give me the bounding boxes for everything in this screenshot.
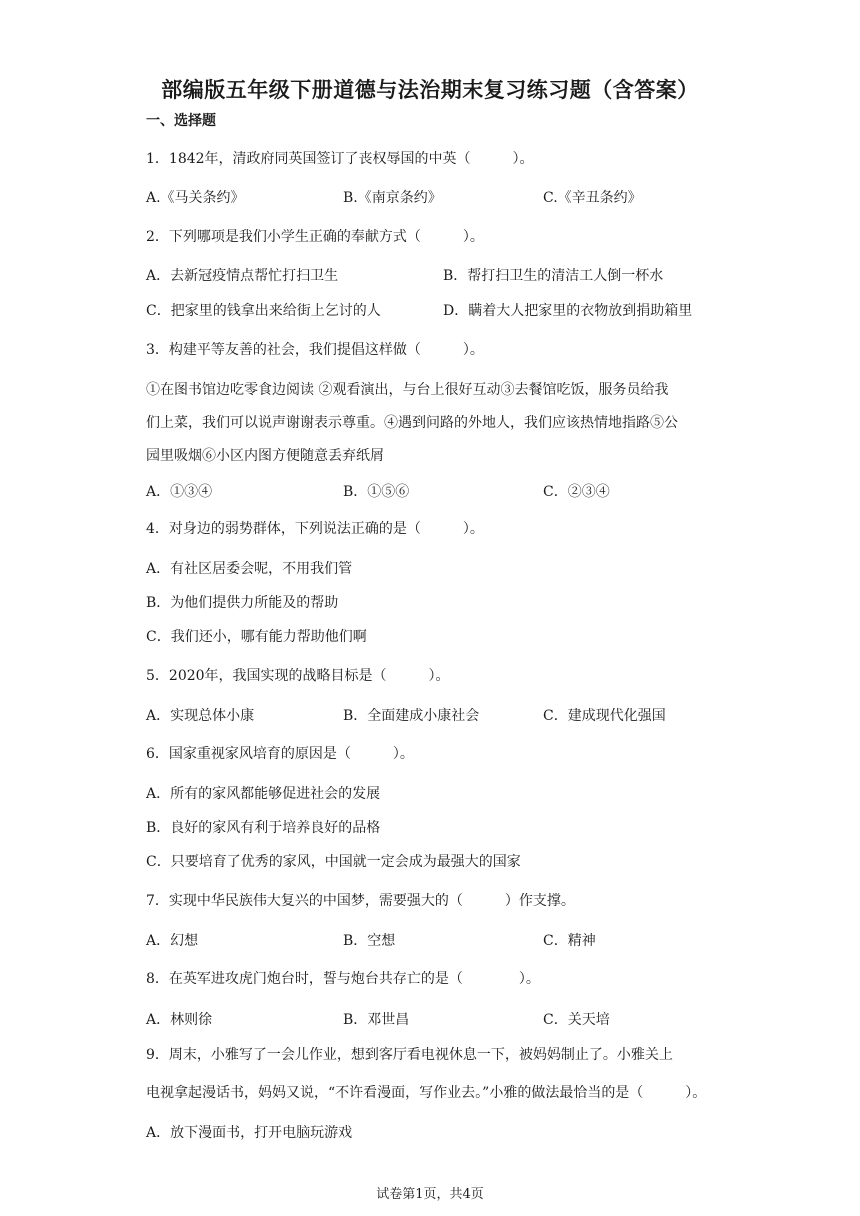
question-6-stem: 6．国家重视家风培育的原因是（ ）。	[146, 746, 414, 762]
question-6-option-c: C．只要培育了优秀的家风，中国就一定会成为最强大的国家	[146, 854, 521, 870]
question-1-stem: 1．1842年，清政府同英国签订了丧权辱国的中英（ ）。	[146, 151, 534, 167]
question-1-option-b: B.《南京条约》	[343, 190, 442, 206]
question-9-stem-line: 电视拿起漫话书，妈妈又说，“不许看漫面，写作业去。”小雅的做法最恰当的是（ ）。	[146, 1085, 707, 1101]
question-5-option-a: A．实现总体小康	[146, 708, 255, 724]
page-title: 部编版五年级下册道德与法治期末复习练习题（含答案）	[161, 78, 699, 102]
question-4-option-c: C．我们还小，哪有能力帮助他们啊	[146, 629, 367, 645]
question-3-statement-line: ①在图书馆边吃零食边阅读 ②观看演出，与台上很好互动③去餐馆吃饭，服务员给我	[146, 382, 669, 398]
question-3-statement-line: 们上菜，我们可以说声谢谢表示尊重。④遇到问路的外地人，我们应该热情地指路⑤公	[146, 415, 678, 431]
question-6-option-b: B．良好的家风有利于培养良好的品格	[146, 820, 381, 836]
question-4-option-b: B．为他们提供力所能及的帮助	[146, 595, 339, 611]
question-3-option-b: B．①⑤⑥	[343, 484, 410, 500]
question-1-option-c: C.《辛丑条约》	[543, 190, 642, 206]
question-4-option-a: A．有社区居委会呢，不用我们管	[146, 561, 353, 577]
question-3-stem: 3．构建平等友善的社会，我们提倡这样做（ ）。	[146, 342, 484, 358]
question-7-option-b: B．空想	[343, 933, 396, 949]
question-2-option-c: C．把家里的钱拿出来给街上乞讨的人	[146, 303, 381, 319]
question-6-option-a: A．所有的家风都能够促进社会的发展	[146, 786, 381, 802]
question-7-stem: 7．实现中华民族伟大复兴的中国梦，需要强大的（ ）作支撑。	[146, 893, 575, 909]
question-7-option-c: C．精神	[543, 933, 596, 949]
question-3-option-a: A．①③④	[146, 484, 213, 500]
question-5-option-c: C．建成现代化强国	[543, 708, 666, 724]
question-1-option-a: A.《马关条约》	[146, 190, 245, 206]
question-2-option-a: A．去新冠疫情点帮忙打扫卫生	[146, 268, 339, 284]
question-8-option-b: B．邓世昌	[343, 1012, 410, 1028]
question-3-option-c: C．②③④	[543, 484, 610, 500]
question-9-option-a: A．放下漫面书，打开电脑玩游戏	[146, 1125, 353, 1141]
question-4-stem: 4．对身边的弱势群体，下列说法正确的是（ ）。	[146, 521, 484, 537]
question-3-statement-line: 园里吸烟⑥小区内图方便随意丢弃纸屑	[146, 448, 384, 464]
question-7-option-a: A．幻想	[146, 933, 199, 949]
question-2-option-b: B．帮打扫卫生的清洁工人倒一杯水	[443, 268, 664, 284]
question-2-stem: 2．下列哪项是我们小学生正确的奉献方式（ ）。	[146, 229, 484, 245]
page-footer: 试卷第1页，共4页	[376, 1187, 484, 1202]
section-heading: 一、选择题	[146, 113, 216, 129]
question-5-stem: 5．2020年，我国实现的战略目标是（ ）。	[146, 668, 450, 684]
question-8-option-a: A．林则徐	[146, 1012, 213, 1028]
question-8-stem: 8．在英军进攻虎门炮台时，誓与炮台共存亡的是（ ）。	[146, 971, 540, 987]
question-2-option-d: D．瞒着大人把家里的衣物放到捐助箱里	[443, 303, 693, 319]
question-5-option-b: B．全面建成小康社会	[343, 708, 480, 724]
question-8-option-c: C．关天培	[543, 1012, 610, 1028]
question-9-stem: 9．周末，小雅写了一会儿作业，想到客厅看电视休息一下，被妈妈制止了。小雅关上	[146, 1047, 673, 1063]
